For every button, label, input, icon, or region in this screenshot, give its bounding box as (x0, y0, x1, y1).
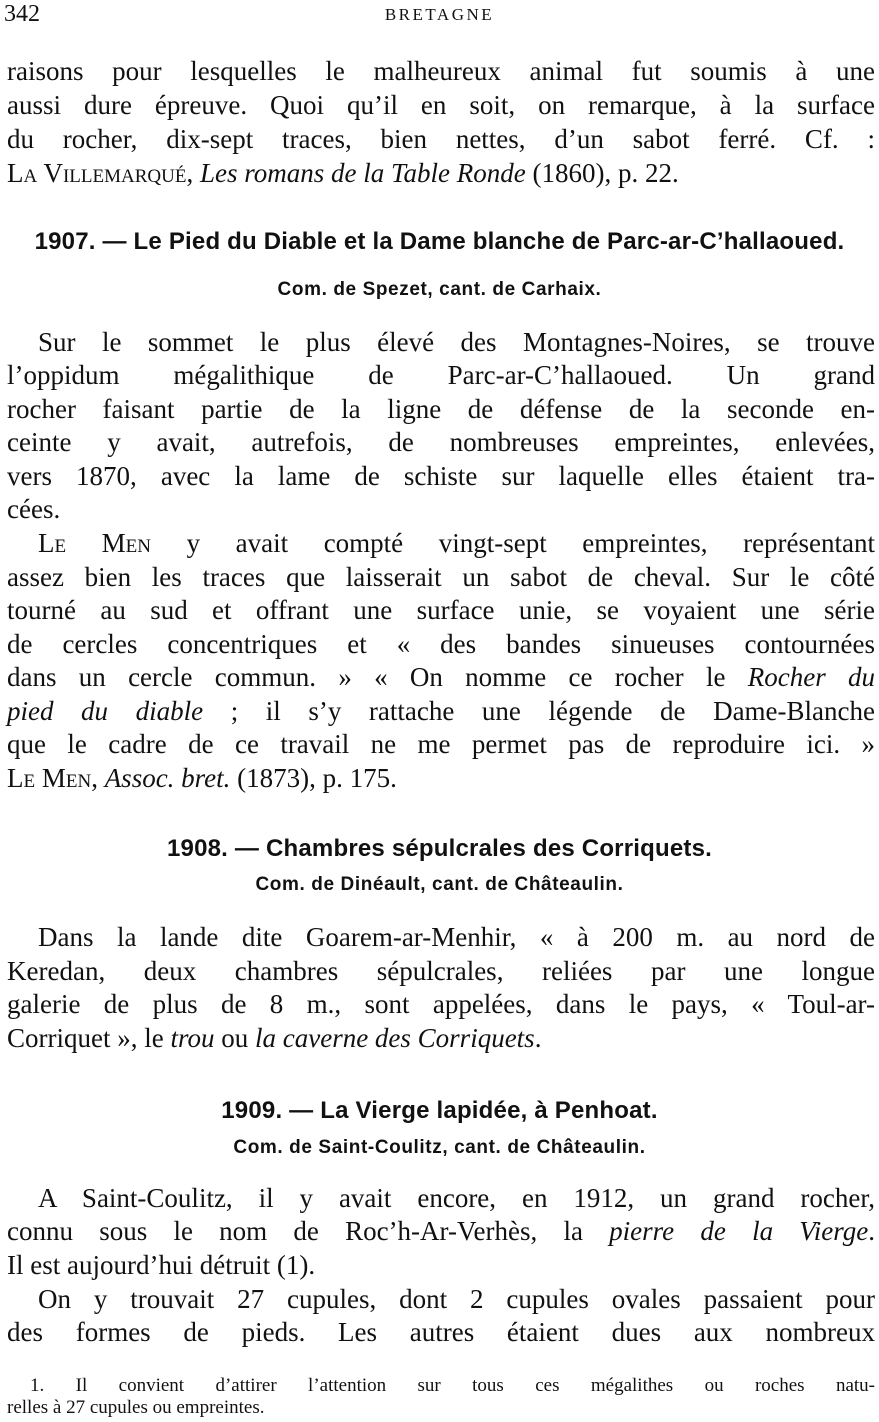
entry-location-1907: Com. de Spezet, cant. de Carhaix. (277, 279, 602, 300)
running-title: BRETAGNE (384, 5, 495, 24)
text-line: ceinte y avait, autrefois, de nombreuses empreintes, enlevées, (7, 427, 875, 457)
text-line: aussi dure épreuve. Quoi qu’il en soit, on remarque, à la surface (7, 90, 875, 120)
line-text: ; il s’y rattache une légende de Dame-Blanche (203, 696, 875, 726)
line-text: connu sous le nom de Roc’h-Ar-Verhès, la (7, 1216, 610, 1246)
text-line: raisons pour lesquelles le malheureux animal fut soumis à une (7, 56, 875, 86)
punctuation: . (534, 1023, 542, 1053)
text-line (7, 1215, 875, 1247)
citation-rest: (1860), p. 22. (525, 158, 679, 188)
footnote-line: 1. Il convient d’attirer l’attention sur tous ces mégalithes ou roches natu- (30, 1375, 875, 1396)
work-title: Les romans de la Table Ronde (199, 158, 526, 188)
line-text: dans un cercle commun. » « On nomme ce rocher le (7, 662, 748, 692)
text-line: cées. (7, 494, 61, 524)
punctuation: , (186, 158, 194, 188)
text-line: Keredan, deux chambres sépulcrales, reliées par une longue (7, 956, 875, 986)
text-line (7, 661, 875, 693)
text-line (7, 695, 875, 727)
work-title: Assoc. bret. (104, 763, 231, 793)
emphasis: la caverne des Corriquets (254, 1023, 535, 1053)
text-line: que le cadre de ce travail ne me permet pas de reproduire ici. » (7, 729, 875, 759)
entry-title-1907: 1907. — Le Pied du Diable et la Dame blanche de Parc-ar-C’hallaoued. (34, 228, 845, 255)
text-line: assez bien les traces que laisserait un sabot de cheval. Sur le côté (7, 562, 875, 592)
text-line: Dans la lande dite Goarem-ar-Menhir, « à 200 m. au nord de (38, 922, 875, 952)
citation-line (7, 157, 875, 189)
entry-title-1909: 1909. — La Vierge lapidée, à Penhoat. (221, 1097, 658, 1124)
entry-location-1908: Com. de Dinéault, cant. de Châteaulin. (255, 874, 624, 895)
emphasis: pierre de la Vierge (609, 1216, 869, 1246)
citation-rest: (1873), p. 175. (230, 763, 397, 793)
author-name: Le Men (38, 528, 152, 558)
author-name: La Villemarqué (7, 158, 187, 188)
text-line: On y trouvait 27 cupules, dont 2 cupules ovales passaient pour (38, 1284, 875, 1314)
text-line: tourné au sud et offrant une surface unie, se voyaient une série (7, 595, 875, 625)
text-line: des formes de pieds. Les autres étaient dues aux nombreux (7, 1317, 875, 1347)
entry-location-1909: Com. de Saint-Coulitz, cant. de Châteaulin. (233, 1137, 646, 1158)
footnote-line: relles à 27 cupules ou empreintes. (7, 1397, 265, 1418)
text-line (38, 527, 875, 559)
text-line: l’oppidum mégalithique de Parc-ar-C’hallaoued. Un grand (7, 360, 875, 390)
text-line: du rocher, dix-sept traces, bien nettes, d’un sabot ferré. Cf. : (7, 124, 875, 154)
punctuation: , (91, 763, 105, 793)
running-head (0, 0, 879, 30)
punctuation: . (868, 1216, 876, 1246)
page-number: 342 (4, 1, 40, 27)
entry-title-1908: 1908. — Chambres sépulcrales des Corriquets. (166, 835, 713, 862)
text-line: vers 1870, avec la lame de schiste sur laquelle elles étaient tra- (7, 461, 875, 491)
emphasis: trou (170, 1023, 215, 1053)
text-line: rocher faisant partie de la ligne de défense de la seconde en- (7, 394, 875, 424)
text-line: Sur le sommet le plus élevé des Montagnes-Noires, se trouve (38, 327, 875, 357)
text-line: A Saint-Coulitz, il y avait encore, en 1912, un grand rocher, (38, 1183, 875, 1213)
line-text: y avait compté vingt-sept empreintes, représentant (151, 528, 876, 558)
text-line: Il est aujourd’hui détruit (1). (7, 1250, 316, 1280)
emphasis: pied du diable (7, 696, 204, 726)
citation-line (7, 762, 875, 794)
line-text: ou (214, 1023, 255, 1053)
text-line: galerie de plus de 8 m., sont appelées, dans le pays, « Toul-ar- (7, 989, 875, 1019)
text-line: de cercles concentriques et « des bandes sinueuses contournées (7, 629, 875, 659)
line-text: Corriquet », le (7, 1023, 171, 1053)
author-name: Le Men (7, 763, 92, 793)
text-line (7, 1022, 875, 1054)
emphasis: Rocher du (747, 662, 876, 692)
